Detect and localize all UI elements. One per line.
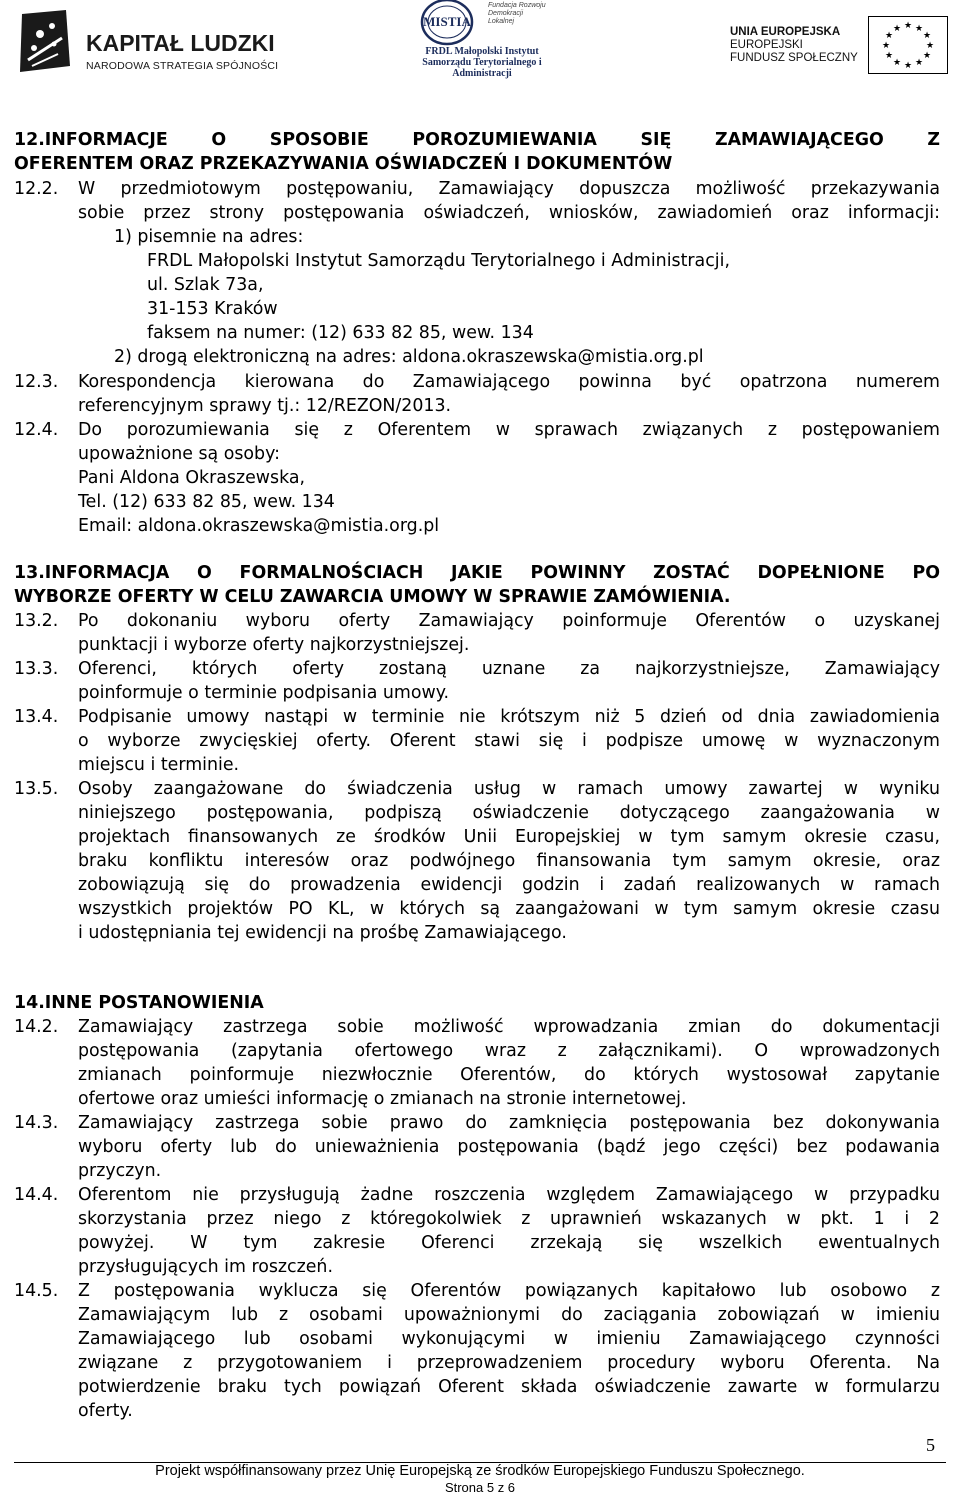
item-14-4-line: przysługujących im roszczeń. (78, 1257, 333, 1277)
address-line: FRDL Małopolski Instytut Samorządu Terytorialnego i Administracji, (147, 251, 730, 271)
item-13-4-line: miejscu i terminie. (78, 755, 240, 775)
item-13-5-line: projektach finansowanych ze środków Unii Europejskiej w tym samym okresie czasu, (78, 827, 940, 847)
item-13-4-line: o wyborze zwycięskiej oferty. Oferent stawi się i podpisze umowę w wyznaczonym (78, 731, 940, 751)
kapital-ludzki-logo (14, 8, 279, 78)
item-12-2-line: W przedmiotowym postępowaniu, Zamawiający dopuszcza możliwość przekazywania (78, 179, 940, 199)
item-13-3-line: Oferenci, których oferty zostaną uznane za najkorzystniejsze, Zamawiający (78, 659, 940, 679)
mistia-wordmark: MISTIA (423, 14, 471, 29)
address-line: ul. Szlak 73a, (147, 275, 264, 295)
item-12-3-line: Korespondencja kierowana do Zamawiającego powinna być opatrzona numerem (78, 372, 940, 392)
item-12-4-line: Do porozumiewania się z Oferentem w sprawach związanych z postępowaniem (78, 420, 940, 440)
section-13-heading: 13.INFORMACJA O FORMALNOŚCIACH JAKIE POWINNY ZOSTAĆ DOPEŁNIONE PO (14, 563, 940, 583)
mistia-logo (418, 0, 548, 96)
email-line: 2) drogą elektroniczną na adres: aldona.okraszewska@mistia.org.pl (114, 347, 704, 367)
item-13-4-line: Podpisanie umowy nastąpi w terminie nie krótszym niż 5 dzień od dnia zawiadomienia (78, 707, 940, 727)
section-13-heading-cont: WYBORZE OFERTY W CELU ZAWARCIA UMOWY W SPRAWIE ZAMÓWIENIA. (14, 587, 731, 607)
contact-email: Email: aldona.okraszewska@mistia.org.pl (78, 516, 440, 536)
svg-text:★: ★ (925, 41, 935, 51)
item-14-4-line: powyżej. W tym zakresie Oferenci zrzekają się wszelkich ewentualnych (78, 1233, 940, 1253)
item-13-2-line: Po dokonaniu wyboru oferty Zamawiający poinformuje Oferentów o uzyskanej (78, 611, 940, 631)
item-14-3-line: wyboru oferty lub do unieważnienia postępowania (bądź jego części) bez podawania (78, 1137, 940, 1157)
mistia-caption: FRDL Małopolski Instytut Samorządu Terytorialnego i Administracji (422, 46, 542, 79)
svg-text:★: ★ (903, 21, 913, 31)
item-14-3-number: 14.3. (14, 1113, 59, 1133)
item-12-3-number: 12.3. (14, 372, 59, 392)
address-line: 31-153 Kraków (147, 299, 278, 319)
svg-text:★: ★ (892, 58, 902, 68)
item-14-5-number: 14.5. (14, 1281, 59, 1301)
item-14-4-number: 14.4. (14, 1185, 59, 1205)
item-12-2-number: 12.2. (14, 179, 59, 199)
item-12-4-number: 12.4. (14, 420, 59, 440)
eu-flag-icon (868, 16, 948, 74)
eu-line3: FUNDUSZ SPOŁECZNY (730, 52, 858, 64)
item-13-5-line: i udostępniania tej ewidencji na prośbę Zamawiającego. (78, 923, 567, 943)
item-12-2-line: 1) pisemnie na adres: (114, 227, 304, 247)
page-counter: Strona 5 z 6 (444, 1480, 516, 1495)
header-logos (0, 0, 960, 100)
kapital-title: KAPITAŁ LUDZKI (86, 30, 275, 56)
item-14-2-line: zmianach poinformuje niezwłocznie Oferentów, do których wystosował zapytanie (78, 1065, 940, 1085)
eu-line2: EUROPEJSKI (730, 39, 803, 51)
item-13-2-line: punktacji i wyborze oferty najkorzystniejszej. (78, 635, 470, 655)
item-14-5-line: związane z przygotowaniem i przeprowadzeniem procedury wyboru Oferenta. Na (78, 1353, 940, 1373)
svg-text:★: ★ (884, 51, 894, 61)
fax-line: faksem na numer: (12) 633 82 85, wew. 134 (147, 323, 534, 343)
svg-text:★: ★ (914, 24, 924, 34)
svg-text:★: ★ (884, 31, 894, 41)
item-14-5-line: potwierdzenie braku tych powiązań Oferent składa oświadczenie zawarte w formularzu (78, 1377, 940, 1397)
svg-text:★: ★ (892, 24, 902, 34)
svg-text:★: ★ (922, 31, 932, 41)
item-13-5-line: niniejszego postępowania, podpiszą oświadczenie dotyczącego zaangażowania w (78, 803, 940, 823)
item-14-3-line: przyczyn. (78, 1161, 162, 1181)
contact-name: Pani Aldona Okraszewska, (78, 468, 306, 488)
kapital-ludzki-emblem-icon (14, 8, 76, 76)
eu-logo (720, 14, 950, 74)
item-14-5-line: Z postępowania wyklucza się Oferentów powiązanych kapitałowo lub osobowo z (78, 1281, 940, 1301)
item-12-4-line: upoważnione są osoby: (78, 444, 280, 464)
item-14-5-line: oferty. (78, 1401, 133, 1421)
eu-label (730, 26, 858, 65)
item-13-5-line: Osoby zaangażowane do świadczenia usług w ramach umowy zawartej w wyniku (78, 779, 940, 799)
item-12-3-line: referencyjnym sprawy tj.: 12/REZON/2013. (78, 396, 452, 416)
item-13-5-line: braku konfliktu interesów oraz podwójnego finansowania tym samym okresie, oraz (78, 851, 940, 871)
item-14-2-line: Zamawiający zastrzega sobie możliwość wprowadzania zmian do dokumentacji (78, 1017, 940, 1037)
kapital-subtitle: NARODOWA STRATEGIA SPÓJNOŚCI (86, 60, 279, 72)
page-number: 5 (926, 1435, 935, 1455)
section-12-heading: 12.INFORMACJE O SPOSOBIE POROZUMIEWANIA SIĘ ZAMAWIAJĄCEGO Z (14, 130, 940, 150)
item-13-3-number: 13.3. (14, 659, 59, 679)
section-12-heading-cont: OFERENTEM ORAZ PRZEKAZYWANIA OŚWIADCZEŃ I DOKUMENTÓW (14, 154, 673, 174)
item-13-5-number: 13.5. (14, 779, 59, 799)
eu-line1: UNIA EUROPEJSKA (730, 26, 841, 38)
item-13-4-number: 13.4. (14, 707, 59, 727)
item-14-4-line: Oferentom nie przysługują żadne roszczenia względem Zamawiającego w przypadku (78, 1185, 940, 1205)
svg-text:★: ★ (881, 41, 891, 51)
item-14-5-line: Zamawiającym lub z osobami upoważnionymi do zaciągania zobowiązań w imieniu (78, 1305, 940, 1325)
item-12-2-line: sobie przez strony postępowania oświadczeń, wniosków, zawiadomień oraz informacji: (78, 203, 940, 223)
item-14-2-line: ofertowe oraz umieści informację o zmianach na stronie internetowej. (78, 1089, 687, 1109)
item-14-5-line: Zamawiającego lub osobami wykonującymi w imieniu Zamawiającego czynności (78, 1329, 940, 1349)
svg-text:★: ★ (903, 61, 913, 71)
svg-text:★: ★ (922, 51, 932, 61)
item-14-3-line: Zamawiający zastrzega sobie prawo do zamknięcia postępowania bez dokonywania (78, 1113, 940, 1133)
item-13-5-line: wszystkich projektów PO KL, w których są zaangażowani w tym samym okresie czasu (78, 899, 940, 919)
contact-phone: Tel. (12) 633 82 85, wew. 134 (78, 492, 335, 512)
item-14-2-number: 14.2. (14, 1017, 59, 1037)
section-14-heading: 14.INNE POSTANOWIENIA (14, 993, 264, 1013)
fundacja-label: Fundacja Rozwoju Demokracji Lokalnej (488, 2, 546, 25)
item-13-5-line: zobowiązują się do prowadzenia ewidencji godzin i zadań realizowanych w ramach (78, 875, 940, 895)
svg-text:★: ★ (914, 58, 924, 68)
item-13-2-number: 13.2. (14, 611, 59, 631)
item-13-3-line: poinformuje o terminie podpisania umowy. (78, 683, 450, 703)
item-14-2-line: postępowania (zapytania ofertowego wraz z załącznikami). O wprowadzonych (78, 1041, 940, 1061)
item-14-4-line: skorzystania przez niego z któregokolwiek z uprawnień wskazanych w pkt. 1 i 2 (78, 1209, 940, 1229)
cofinance-note: Projekt współfinansowany przez Unię Europejską ze środków Europejskiego Funduszu Społecznego. (155, 1463, 805, 1479)
